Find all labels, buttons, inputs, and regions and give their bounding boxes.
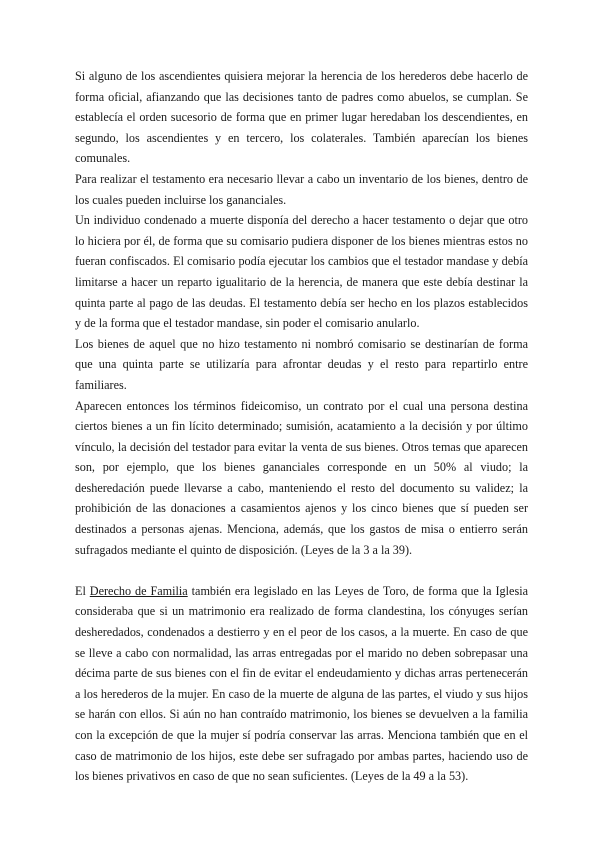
family-rest: también era legislado en las Leyes de Toro, de forma que la Iglesia consideraba que si un matrimonio era realizado de forma clandestina, los cónyuges serían desheredados, condenados a destierro y en el peor de los casos, a la muerte. En caso de que se lleve a cabo con normalidad, las arras entregadas por el marido no deben sobrepasar una décima parte de sus bienes con el fin de evitar el endeudamiento y dichas arras pertenecerán a los herederos de la mujer. En caso de la muerte de alguna de las partes, el viudo y sus hijos se harán con ellos. Si aún no han contraído matrimonio, los bienes se devuelven a la familia con la excepción de que la mujer sí podría conservar las arras. Menciona también que en el caso de matrimonio de los hijos, este debe ser sufragado por ambas partes, haciendo uso de los bienes privativos en caso de que no sean suficientes. (Leyes de la 49 a la 53). [75, 583, 528, 784]
derecho-de-familia-underlined: Derecho de Familia [89, 583, 188, 598]
paragraph-condenado: Un individuo condenado a muerte disponía del derecho a hacer testamento o dejar que otro lo hiciera por él, de forma que su comisario pudiera disponer de los bienes mientras estos no fueran confiscados. El comisario podía ejecutar los cambios que el testador mandase y debía limitarse a hacer un reparto igualitario de la herencia, de manera que este debía destinar la quinta parte al pago de las deudas. El testamento debía ser hecho en los plazos establecidos y de la forma que el testador mandase, sin poder el comisario anularlo. [75, 213, 528, 331]
paragraph-spacer [75, 560, 528, 581]
document-page [75, 66, 528, 787]
paragraph-fideicomiso: Aparecen entonces los términos fideicomiso, un contrato por el cual una persona destina ciertos bienes a un fin lícito determinado; sumisión, acatamiento a la decisión y por último vínculo, la decisión del testador para evitar la venta de sus bienes. Otros temas que aparecen son, por ejemplo, que los bienes gananciales corresponde en un 50% al viudo; la desheredación puede llevarse a cabo, manteniendo el resto del documento su validez; la prohibición de las donaciones a casamientos ajenos y los cinco bienes que sí pueden ser destinados a personas ajenas. Menciona, además, que los gastos de misa o entierro serán sufragados mediante el quinto de disposición. (Leyes de la 3 a la 39). [75, 398, 528, 557]
family-lead: El [75, 583, 90, 598]
paragraph-mejora-herencia: Si alguno de los ascendientes quisiera mejorar la herencia de los herederos debe hacerlo de forma oficial, afianzando que las decisiones tanto de padres como abuelos, se cumplan. Se establecía el orden sucesorio de forma que en primer lugar heredaban los descendientes, en segundo, los ascendientes y en tercero, los colaterales. También aparecían los bienes comunales. [75, 69, 528, 166]
paragraph-sin-testamento: Los bienes de aquel que no hizo testamento ni nombró comisario se destinarían de forma que una quinta parte se utilizaría para afrontar deudas y el resto para repartirlo entre familiares. [75, 336, 528, 392]
paragraph-inventario: Para realizar el testamento era necesario llevar a cabo un inventario de los bienes, dentro de los cuales pueden incluirse los gananciales. [75, 171, 528, 207]
paragraph-derecho-familia [75, 581, 528, 787]
